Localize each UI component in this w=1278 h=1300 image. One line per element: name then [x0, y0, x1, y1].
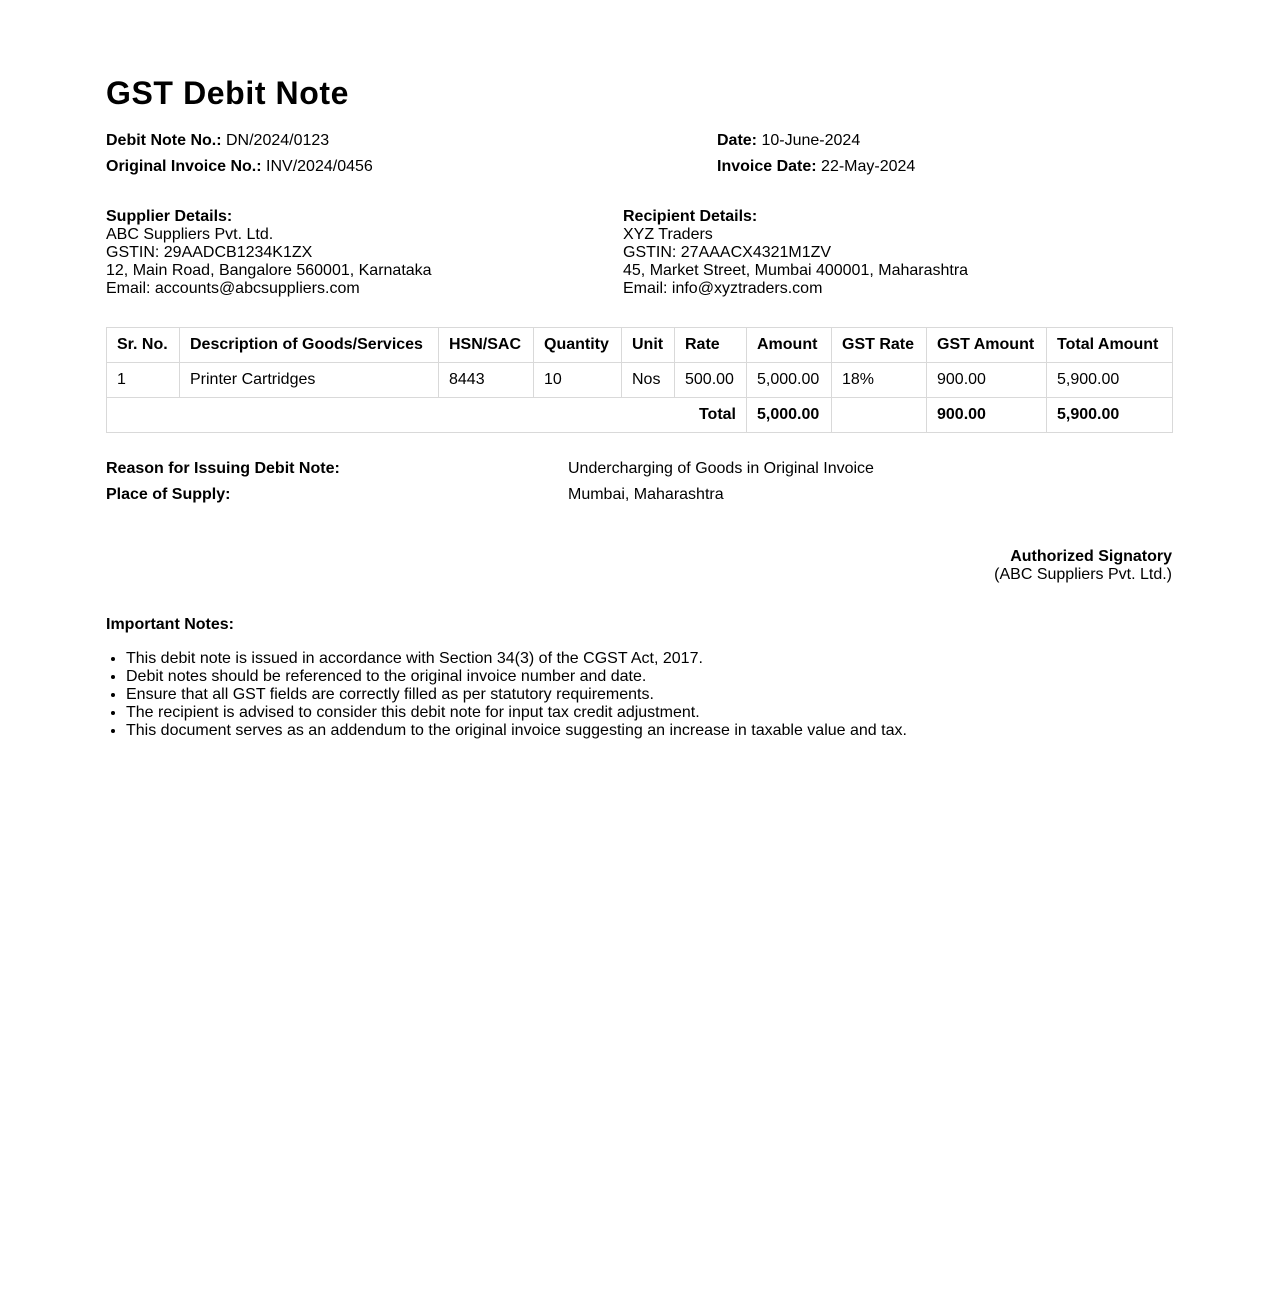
- list-item: • Debit notes should be referenced to the original invoice number and date.: [126, 668, 907, 686]
- column-header-gst-rate: GST Rate: [832, 328, 927, 363]
- cell-quantity: 10: [534, 363, 622, 398]
- list-item: • This debit note is issued in accordance with Section 34(3) of the CGST Act, 2017.: [126, 650, 907, 668]
- total-amount: 5,000.00: [747, 398, 832, 433]
- table-row: [107, 363, 1173, 398]
- table-header-row: [107, 328, 1173, 363]
- list-item: • The recipient is advised to consider this debit note for input tax credit adjustment.: [126, 704, 907, 722]
- invoice-date: [717, 157, 915, 177]
- list-item: • Ensure that all GST fields are correctly filled as per statutory requirements.: [126, 686, 907, 704]
- supplier-address: 12, Main Road, Bangalore 560001, Karnataka: [106, 262, 432, 279]
- cell-amount: 5,000.00: [747, 363, 832, 398]
- invoice-date-value: 22-May-2024: [821, 158, 916, 175]
- notes-list: [106, 650, 907, 740]
- meta-row-2: [106, 157, 1172, 177]
- place-of-supply-value: Mumbai, Maharashtra: [568, 486, 724, 503]
- list-item: • This document serves as an addendum to the original invoice suggesting an increase in taxable value and tax.: [126, 722, 907, 740]
- invoice-date-label: Invoice Date:: [717, 158, 817, 175]
- meta-row-1: [106, 131, 1172, 151]
- column-header-hsn-sac: HSN/SAC: [439, 328, 534, 363]
- signatory-company: (ABC Suppliers Pvt. Ltd.): [994, 566, 1172, 583]
- notes-heading: Important Notes:: [106, 616, 234, 633]
- grand-total-amount: 5,900.00: [1047, 398, 1173, 433]
- supplier-name: ABC Suppliers Pvt. Ltd.: [106, 226, 274, 243]
- recipient-name: XYZ Traders: [623, 226, 713, 243]
- supplier-email: Email: accounts@abcsuppliers.com: [106, 280, 360, 297]
- date-value: 10-June-2024: [761, 132, 861, 149]
- page-title: GST Debit Note: [106, 75, 350, 111]
- recipient-email: Email: info@xyztraders.com: [623, 280, 823, 297]
- recipient-details: [623, 208, 968, 298]
- column-header-quantity: Quantity: [534, 328, 622, 363]
- cell-total-amount: 5,900.00: [1047, 363, 1173, 398]
- recipient-heading: Recipient Details:: [623, 208, 758, 225]
- supplier-gstin: GSTIN: 29AADCB1234K1ZX: [106, 244, 313, 261]
- recipient-gstin: GSTIN: 27AAACX4321M1ZV: [623, 244, 832, 261]
- items-table: [106, 327, 1173, 433]
- table-total-row: [107, 398, 1173, 433]
- original-invoice-number-value: INV/2024/0456: [266, 158, 373, 175]
- cell-gst-rate: 18%: [832, 363, 927, 398]
- cell-unit: Nos: [622, 363, 675, 398]
- reason-row: [106, 459, 1172, 479]
- debit-note-number: [106, 131, 329, 151]
- supplier-details: [106, 208, 432, 298]
- column-header-rate: Rate: [675, 328, 747, 363]
- column-header-total-amount: Total Amount: [1047, 328, 1173, 363]
- supplier-heading: Supplier Details:: [106, 208, 233, 225]
- debit-note-date: [717, 131, 860, 151]
- debit-note-number-label: Debit Note No.:: [106, 132, 222, 149]
- total-gst-amount: 900.00: [927, 398, 1047, 433]
- original-invoice-number: [106, 157, 373, 177]
- place-of-supply-row: [106, 485, 1172, 505]
- total-gst-rate: [832, 398, 927, 433]
- reason-label: Reason for Issuing Debit Note:: [106, 460, 340, 477]
- authorized-signatory: [994, 548, 1172, 584]
- column-header-amount: Amount: [747, 328, 832, 363]
- signatory-title: Authorized Signatory: [1010, 548, 1172, 565]
- cell-rate: 500.00: [675, 363, 747, 398]
- cell-gst-amount: 900.00: [927, 363, 1047, 398]
- recipient-address: 45, Market Street, Mumbai 400001, Maharashtra: [623, 262, 969, 279]
- column-header-description: Description of Goods/Services: [180, 328, 439, 363]
- cell-hsn-sac: 8443: [439, 363, 534, 398]
- cell-sr-no: 1: [107, 363, 180, 398]
- reason-value: Undercharging of Goods in Original Invoice: [568, 460, 874, 477]
- column-header-sr-no: Sr. No.: [107, 328, 180, 363]
- cell-description: Printer Cartridges: [180, 363, 439, 398]
- original-invoice-number-label: Original Invoice No.:: [106, 158, 262, 175]
- column-header-gst-amount: GST Amount: [927, 328, 1047, 363]
- date-label: Date:: [717, 132, 758, 149]
- place-of-supply-label: Place of Supply:: [106, 486, 231, 503]
- debit-note-number-value: DN/2024/0123: [226, 132, 330, 149]
- column-header-unit: Unit: [622, 328, 675, 363]
- total-label: Total: [107, 398, 747, 433]
